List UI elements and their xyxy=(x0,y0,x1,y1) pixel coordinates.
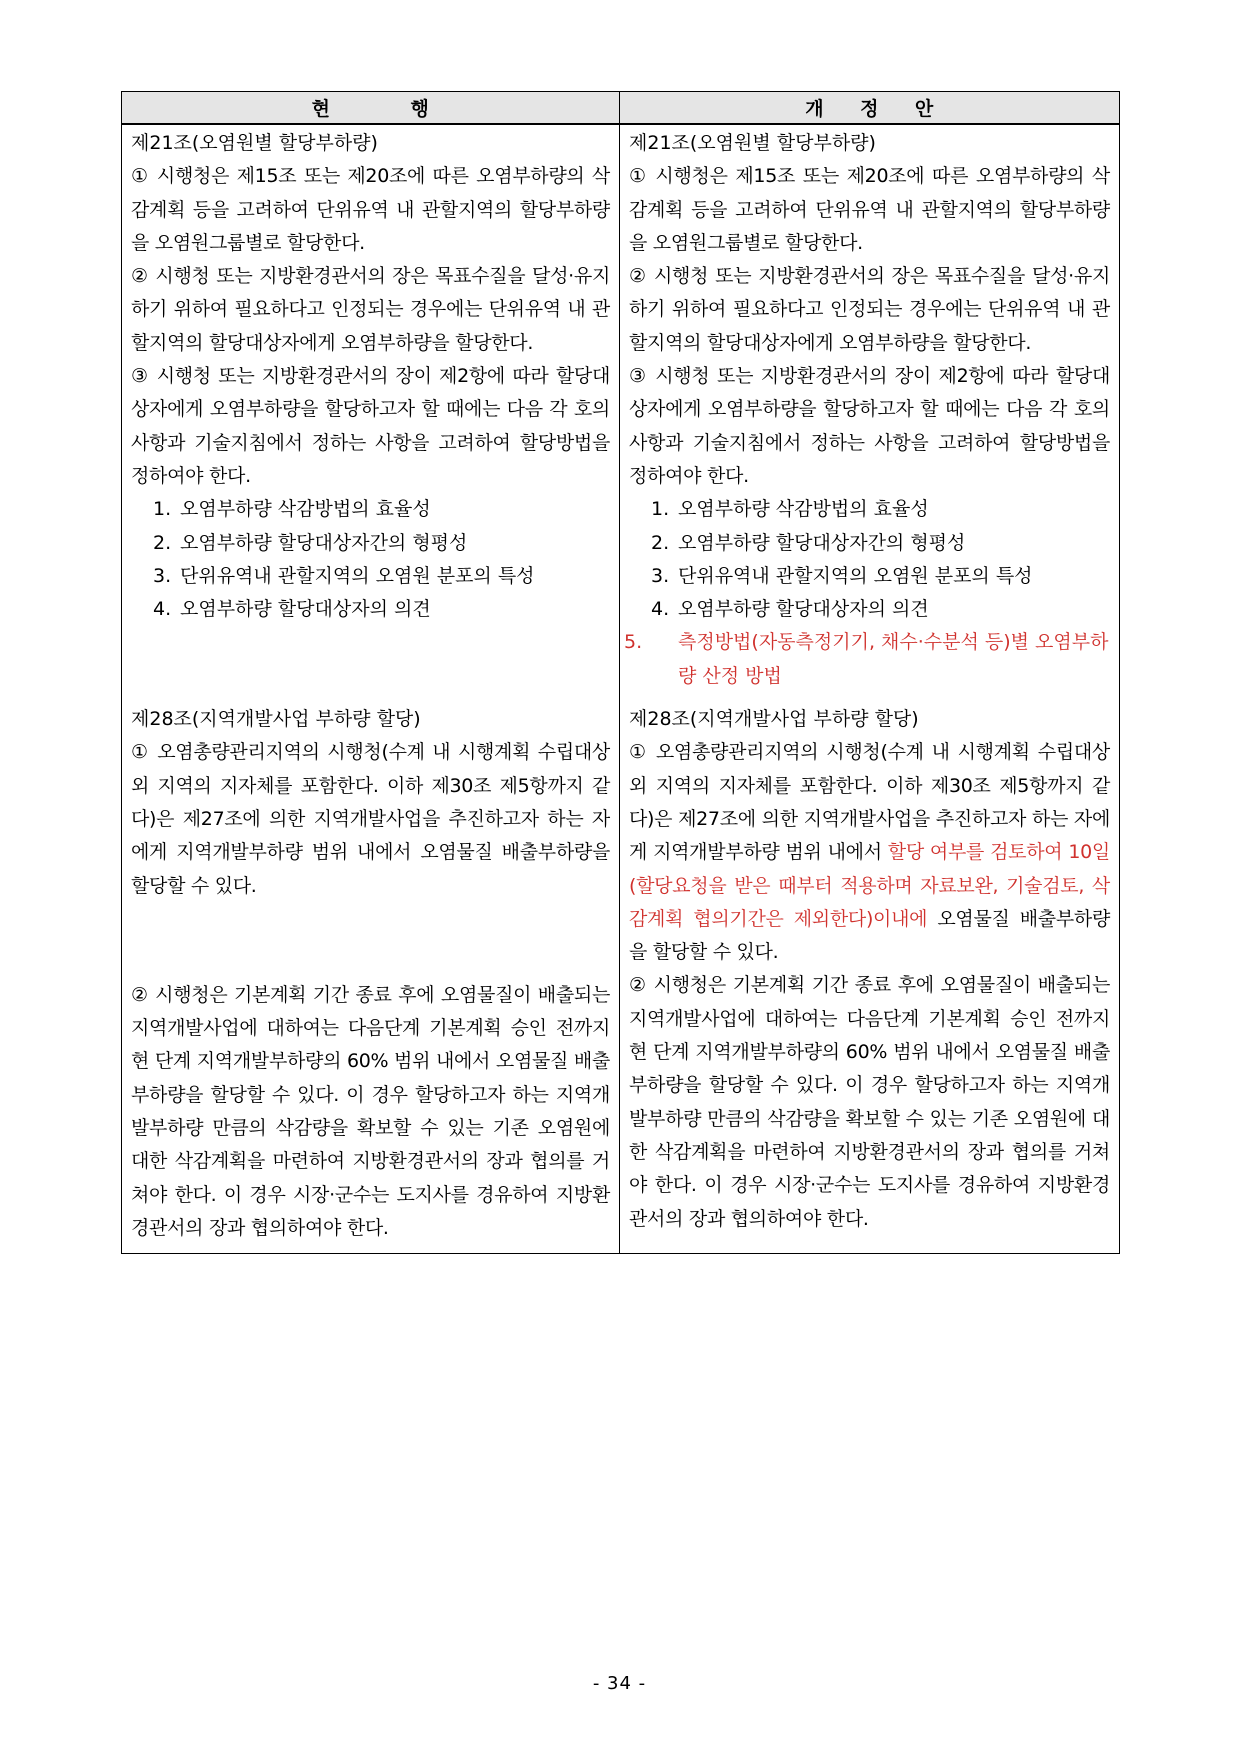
paragraph-text: ① 오염총량관리지역의 시행청(수계 내 시행계획 수립대상 외 지역의 지자체를 포함한다. 이하 제30조 제5항까지 같다)은 제27조에 의한 지역개발사업을 추진하고자 하는 자에게 지역개발부하량 범위 내에서 xyxy=(629,741,1110,864)
item-number: 1. xyxy=(651,498,670,521)
item-text: 단위유역내 관할지역의 오염원 분포의 특성 xyxy=(678,564,1033,587)
header-current xyxy=(122,92,620,125)
item-text: 오염부하량 할당대상자간의 형평성 xyxy=(678,531,966,554)
item-text: 오염부하량 할당대상자의 의견 xyxy=(678,598,929,621)
article-title: 제28조(지역개발사업 부하량 할당) xyxy=(629,708,919,731)
header-revised-char: 안 xyxy=(914,98,934,120)
header-revised-char: 개 xyxy=(805,98,825,120)
item-number: 2. xyxy=(153,531,172,554)
item-number: 1. xyxy=(153,498,172,521)
article-title: 제21조(오염원별 할당부하량) xyxy=(131,132,378,154)
blank-space xyxy=(131,903,610,979)
list-item xyxy=(629,560,1110,593)
current-cell-article-28 xyxy=(122,701,620,1254)
item-text: 오염부하량 할당대상자의 의견 xyxy=(180,598,431,621)
item-text: 단위유역내 관할지역의 오염원 분포의 특성 xyxy=(180,564,535,587)
revised-cell-article-28 xyxy=(620,701,1120,1254)
paragraph: ② 시행청은 기본계획 기간 종료 후에 오염물질이 배출되는 지역개발사업에 대하여는 다음단계 기본계획 승인 전까지 현 단계 지역개발부하량의 60% 범위 내에서 오염물질 배출부하량을 할당할 수 있다. 이 경우 할당하고자 하는 지역개발부하량 만큼의 삭감량을 확보할 수 있는 기존 오염원에 대한 삭감계획을 마련하여 지방환경관서의 장과 협의를 거쳐야 한다. 이 경우 시장·군수는 도지사를 경유하여 지방환경관서의 장과 협의하여야 한다. xyxy=(131,983,610,1239)
paragraph-text: 오염물질 배출부하량을 할당할 수 있다. xyxy=(629,907,1110,964)
paragraph: ② 시행청 또는 지방환경관서의 장은 목표수질을 달성·유지하기 위하여 필요하다고 인정되는 경우에는 단위유역 내 관할지역의 할당대상자에게 오염부하량을 할당한다. xyxy=(629,265,1110,354)
header-current-char: 현 xyxy=(311,98,331,120)
paragraph: ③ 시행청 또는 지방환경관서의 장이 제2항에 따라 할당대상자에게 오염부하량을 할당하고자 할 때에는 다음 각 호의 사항과 기술지침에서 정하는 사항을 고려하여 할당방법을 정하여야 한다. xyxy=(131,365,610,487)
list-item xyxy=(629,593,1110,626)
list-item xyxy=(629,527,1110,560)
list-item xyxy=(131,560,610,593)
header-row xyxy=(122,92,1120,125)
paragraph xyxy=(629,736,1110,969)
inserted-text: 할당 여부를 검토하여 10일(할당요청을 받은 때부터 적용하며 자료보완, 기술검토, 삭감계획 협의기간은 제외한다)이내에 xyxy=(629,841,1110,930)
paragraph: ② 시행청은 기본계획 기간 종료 후에 오염물질이 배출되는 지역개발사업에 대하여는 다음단계 기본계획 승인 전까지 현 단계 지역개발부하량의 60% 범위 내에서 오염물질 배출부하량을 할당할 수 있다. 이 경우 할당하고자 하는 지역개발부하량 만큼의 삭감량을 확보할 수 있는 기존 오염원에 대한 삭감계획을 마련하여 지방환경관서의 장과 협의를 거쳐야 한다. 이 경우 시장·군수는 도지사를 경유하여 지방환경관서의 장과 협의하여야 한다. xyxy=(629,974,1110,1230)
header-current-char: 행 xyxy=(410,98,430,120)
list-item xyxy=(131,593,610,626)
article-title: 제21조(오염원별 할당부하량) xyxy=(629,132,876,154)
paragraph: ① 시행청은 제15조 또는 제20조에 따른 오염부하량의 삭감계획 등을 고려하여 단위유역 내 관할지역의 할당부하량을 오염원그룹별로 할당한다. xyxy=(131,165,610,254)
item-number: 4. xyxy=(153,598,172,621)
item-text: 오염부하량 삭감방법의 효율성 xyxy=(678,498,929,521)
item-text: 오염부하량 할당대상자간의 형평성 xyxy=(180,531,468,554)
blank-space xyxy=(131,626,610,693)
header-revised-char: 정 xyxy=(860,98,879,120)
item-number: 3. xyxy=(153,564,172,587)
list-item xyxy=(629,493,1110,526)
new-list-item xyxy=(624,626,1110,693)
item-text: 측정방법(자동측정기기, 채수·수분석 등)별 오염부하량 산정 방법 xyxy=(678,631,1109,687)
item-number: 3. xyxy=(651,564,670,587)
comparison-table xyxy=(121,91,1120,1254)
list-item xyxy=(131,493,610,526)
article-28-row xyxy=(122,701,1120,1254)
header-revised xyxy=(620,92,1120,125)
item-number: 4. xyxy=(651,598,670,621)
list-item xyxy=(131,527,610,560)
revised-cell-article-21 xyxy=(620,124,1120,701)
item-number: 2. xyxy=(651,531,670,554)
paragraph: ③ 시행청 또는 지방환경관서의 장이 제2항에 따라 할당대상자에게 오염부하량을 할당하고자 할 때에는 다음 각 호의 사항과 기술지침에서 정하는 사항을 고려하여 할당방법을 정하여야 한다. xyxy=(629,365,1110,487)
article-21-row xyxy=(122,124,1120,701)
paragraph: ② 시행청 또는 지방환경관서의 장은 목표수질을 달성·유지하기 위하여 필요하다고 인정되는 경우에는 단위유역 내 관할지역의 할당대상자에게 오염부하량을 할당한다. xyxy=(131,265,610,354)
item-number: 5. xyxy=(624,631,643,654)
item-text: 오염부하량 삭감방법의 효율성 xyxy=(180,498,431,521)
paragraph: ① 시행청은 제15조 또는 제20조에 따른 오염부하량의 삭감계획 등을 고려하여 단위유역 내 관할지역의 할당부하량을 오염원그룹별로 할당한다. xyxy=(629,165,1110,254)
page-number: - 34 - xyxy=(592,1673,647,1694)
current-cell-article-21 xyxy=(122,124,620,701)
paragraph: ① 오염총량관리지역의 시행청(수계 내 시행계획 수립대상 외 지역의 지자체를 포함한다. 이하 제30조 제5항까지 같다)은 제27조에 의한 지역개발사업을 추진하고자 하는 자에게 지역개발부하량 범위 내에서 오염물질 배출부하량을 할당할 수 있다. xyxy=(131,741,610,897)
article-title: 제28조(지역개발사업 부하량 할당) xyxy=(131,708,421,731)
